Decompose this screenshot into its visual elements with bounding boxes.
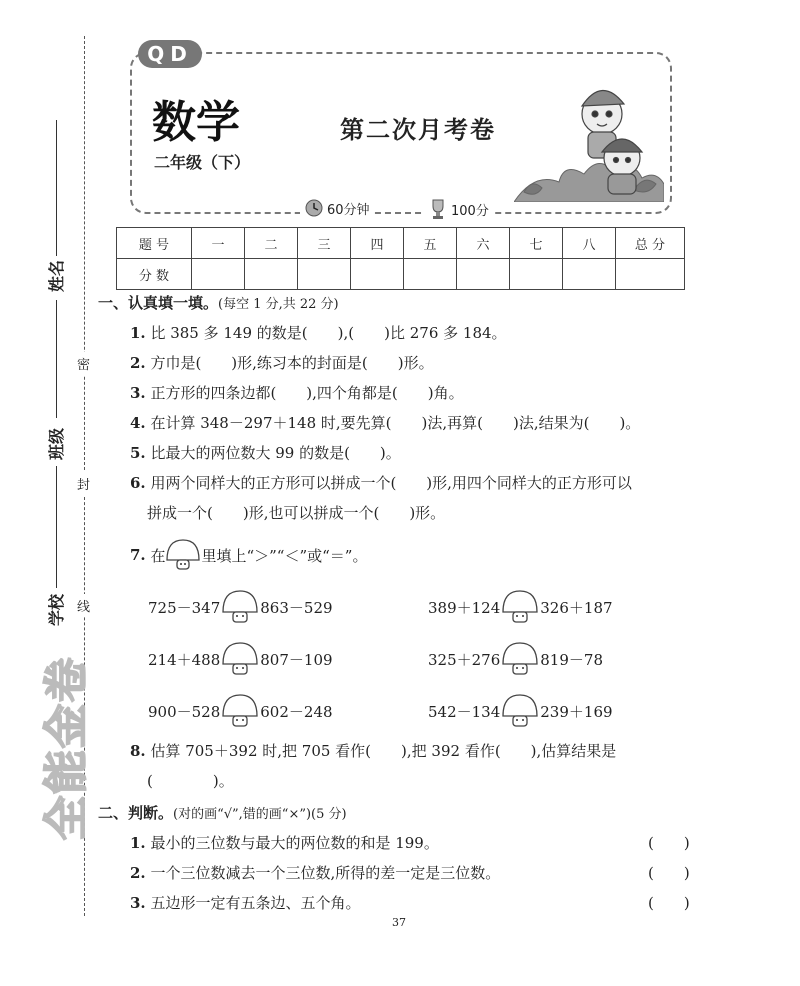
question-text: 五边形一定有五条边、五个角。 xyxy=(150,894,361,912)
compare-left: 542－134 xyxy=(428,702,501,721)
compare-right: 326＋187 xyxy=(540,598,613,617)
seal-xian: 线 xyxy=(77,594,90,617)
question-number: 4. xyxy=(130,414,146,432)
page-number: 37 xyxy=(392,916,406,929)
question-text: 正方形的四条边都( ),四个角都是( )角。 xyxy=(150,384,464,402)
question-number: 3. xyxy=(130,384,146,402)
question-6-cont: 拼成一个( )形,也可以拼成一个( )形。 xyxy=(147,504,446,522)
grade-label: 二年级（下） xyxy=(154,153,251,172)
question-text: 里填上“＞”“＜”或“＝”。 xyxy=(201,546,368,565)
compare-item xyxy=(428,588,613,626)
question-text: 方巾是( )形,练习本的封面是( )形。 xyxy=(150,354,434,372)
question-text: 比 385 多 149 的数是( ),( )比 276 多 184。 xyxy=(150,324,507,342)
seal-mi: 密 xyxy=(77,352,90,375)
score-box[interactable] xyxy=(351,259,404,290)
score-table-cell: 二 xyxy=(245,228,298,259)
class-label: 班级 xyxy=(47,427,66,460)
section2-note: (对的画“√”,错的画“×”)(5 分) xyxy=(173,807,347,822)
compare-item xyxy=(428,640,603,678)
question-text: 最小的三位数与最大的两位数的和是 199。 xyxy=(150,834,439,852)
class-blank-line xyxy=(56,300,57,418)
mushroom-answer-box[interactable] xyxy=(220,588,260,626)
mushroom-answer-box[interactable] xyxy=(220,692,260,730)
question-number: 3. xyxy=(130,894,146,912)
score-box[interactable] xyxy=(192,259,245,290)
question-text: 估算 705＋392 时,把 705 看作( ),把 392 看作( ),估算结果是 xyxy=(150,742,617,760)
brand-watermark: 全能金卷 xyxy=(41,656,92,840)
question-text: 在 xyxy=(150,546,166,565)
question-text: 比最大的两位数大 99 的数是( )。 xyxy=(150,444,401,462)
compare-item xyxy=(148,588,333,626)
mushroom-answer-box[interactable] xyxy=(500,588,540,626)
compare-left: 389＋124 xyxy=(428,598,501,617)
section1-title: 一、认真填一填。 xyxy=(98,294,219,312)
question-number: 1. xyxy=(130,834,146,852)
question-number: 6. xyxy=(130,474,146,492)
question-3 xyxy=(130,382,464,403)
question-number: 2. xyxy=(130,354,146,372)
clock-icon xyxy=(304,198,324,218)
question-8 xyxy=(130,740,616,761)
question-number: 5. xyxy=(130,444,146,462)
question-1 xyxy=(130,322,507,343)
score-box[interactable] xyxy=(245,259,298,290)
mushroom-answer-box[interactable] xyxy=(220,640,260,678)
mushroom-answer-box[interactable] xyxy=(500,640,540,678)
question-number: 2. xyxy=(130,864,146,882)
score-box[interactable] xyxy=(457,259,510,290)
judge-item-1 xyxy=(130,832,439,853)
subject-title: 数学 xyxy=(152,97,240,148)
score-table-cell: 六 xyxy=(457,228,510,259)
score-table-cell: 题 号 xyxy=(117,228,192,259)
compare-right: 863－529 xyxy=(260,598,333,617)
judge-item-3 xyxy=(130,892,360,913)
question-7 xyxy=(130,538,367,572)
section2-title: 二、判断。 xyxy=(98,804,174,822)
question-8-cont: ( )。 xyxy=(147,772,234,790)
question-text: 一个三位数减去一个三位数,所得的差一定是三位数。 xyxy=(150,864,501,882)
score-box[interactable] xyxy=(563,259,616,290)
trophy-icon xyxy=(428,198,448,220)
score-info xyxy=(424,198,493,220)
time-info xyxy=(300,198,374,218)
school-label: 学校 xyxy=(47,593,66,626)
score-text: 100分 xyxy=(451,203,489,219)
score-box[interactable] xyxy=(404,259,457,290)
question-2 xyxy=(130,352,434,373)
compare-left: 325＋276 xyxy=(428,650,501,669)
compare-left: 725－347 xyxy=(148,598,221,617)
name-label: 姓名 xyxy=(47,259,66,292)
question-5 xyxy=(130,442,401,463)
score-table-cell: 五 xyxy=(404,228,457,259)
score-table-header-row xyxy=(117,228,685,259)
answer-paren[interactable]: ( ) xyxy=(648,834,690,852)
score-box[interactable] xyxy=(298,259,351,290)
question-6 xyxy=(130,472,632,493)
school-blank-line xyxy=(56,466,57,588)
time-text: 60分钟 xyxy=(327,202,370,218)
exam-title: 第二次月考卷 xyxy=(340,115,496,144)
question-number: 8. xyxy=(130,742,146,760)
compare-right: 239＋169 xyxy=(540,702,613,721)
section1-heading xyxy=(98,292,339,313)
series-badge: QD xyxy=(138,40,202,68)
section1-note: (每空 1 分,共 22 分) xyxy=(218,297,339,312)
score-table-cell: 总 分 xyxy=(616,228,685,259)
compare-item xyxy=(428,692,613,730)
answer-paren[interactable]: ( ) xyxy=(648,864,690,882)
score-table-cell: 四 xyxy=(351,228,404,259)
score-table-cell: 一 xyxy=(192,228,245,259)
score-table-cell: 三 xyxy=(298,228,351,259)
compare-right: 807－109 xyxy=(260,650,333,669)
cartoon-kids-illustration xyxy=(514,62,664,202)
judge-item-2 xyxy=(130,862,500,883)
score-table-cell: 七 xyxy=(510,228,563,259)
compare-left: 900－528 xyxy=(148,702,221,721)
question-number: 7. xyxy=(130,546,146,564)
answer-paren[interactable]: ( ) xyxy=(648,894,690,912)
compare-item xyxy=(148,640,333,678)
compare-left: 214＋488 xyxy=(148,650,221,669)
score-table-cell: 分 数 xyxy=(117,259,192,290)
question-text: 用两个同样大的正方形可以拼成一个( )形,用四个同样大的正方形可以 xyxy=(150,474,632,492)
compare-right: 602－248 xyxy=(260,702,333,721)
compare-right: 819－78 xyxy=(540,650,603,669)
score-table-score-row xyxy=(117,259,685,290)
question-number: 1. xyxy=(130,324,146,342)
mushroom-icon xyxy=(165,538,201,572)
question-4 xyxy=(130,412,640,433)
score-box[interactable] xyxy=(510,259,563,290)
section2-heading xyxy=(98,802,347,823)
score-table-cell: 八 xyxy=(563,228,616,259)
compare-item xyxy=(148,692,333,730)
name-blank-line xyxy=(56,120,57,256)
seal-feng: 封 xyxy=(77,472,90,495)
question-text: 在计算 348－297＋148 时,要先算( )法,再算( )法,结果为( )。 xyxy=(150,414,641,432)
score-box[interactable] xyxy=(616,259,685,290)
score-table xyxy=(116,227,685,290)
mushroom-answer-box[interactable] xyxy=(500,692,540,730)
